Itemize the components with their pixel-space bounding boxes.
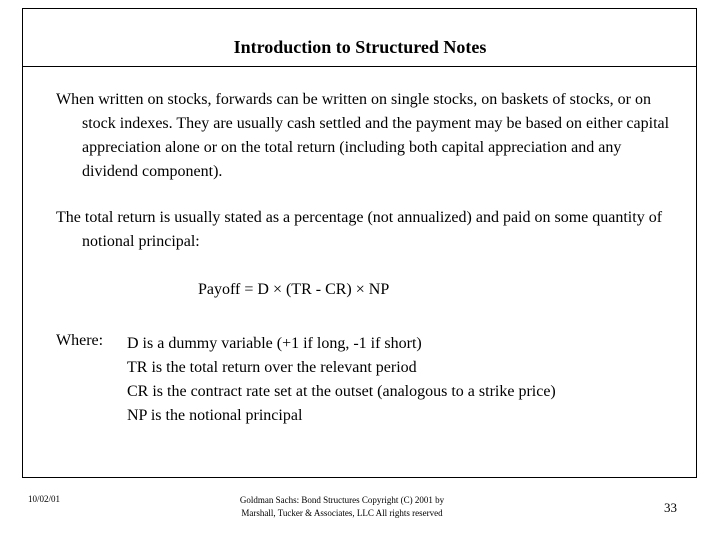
payoff-formula: Payoff = D × (TR - CR) × NP xyxy=(198,281,390,298)
slide-title: Introduction to Structured Notes xyxy=(233,37,487,57)
definition-tr: TR is the total return over the relevant period xyxy=(127,359,417,376)
footer-date: 10/02/01 xyxy=(28,494,61,504)
where-label: Where: xyxy=(56,332,104,349)
definition-list xyxy=(127,332,556,428)
title-divider xyxy=(22,66,697,67)
footer-copyright: Goldman Sachs: Bond Structures Copyright (C) 2001 by Marshall, Tucker & Associates, LLC All rights reserved xyxy=(239,495,445,518)
paragraph-total-return: The total return is usually stated as a percentage (not annualized) and paid on some quantity of notional principal: xyxy=(56,209,663,250)
page-number: 33 xyxy=(664,500,677,515)
paragraph-forwards-on-stocks: When written on stocks, forwards can be written on single stocks, on baskets of stocks, or on stock indexes. They are usually cash settled and the payment may be based on either capital appreciation alone or on the total return (including both capital appreciation and any dividend component). xyxy=(56,91,670,180)
definition-cr: CR is the contract rate set at the outset (analogous to a strike price) xyxy=(127,383,556,400)
definition-d: D is a dummy variable (+1 if long, -1 if short) xyxy=(127,335,422,352)
definition-np: NP is the notional principal xyxy=(127,407,303,424)
